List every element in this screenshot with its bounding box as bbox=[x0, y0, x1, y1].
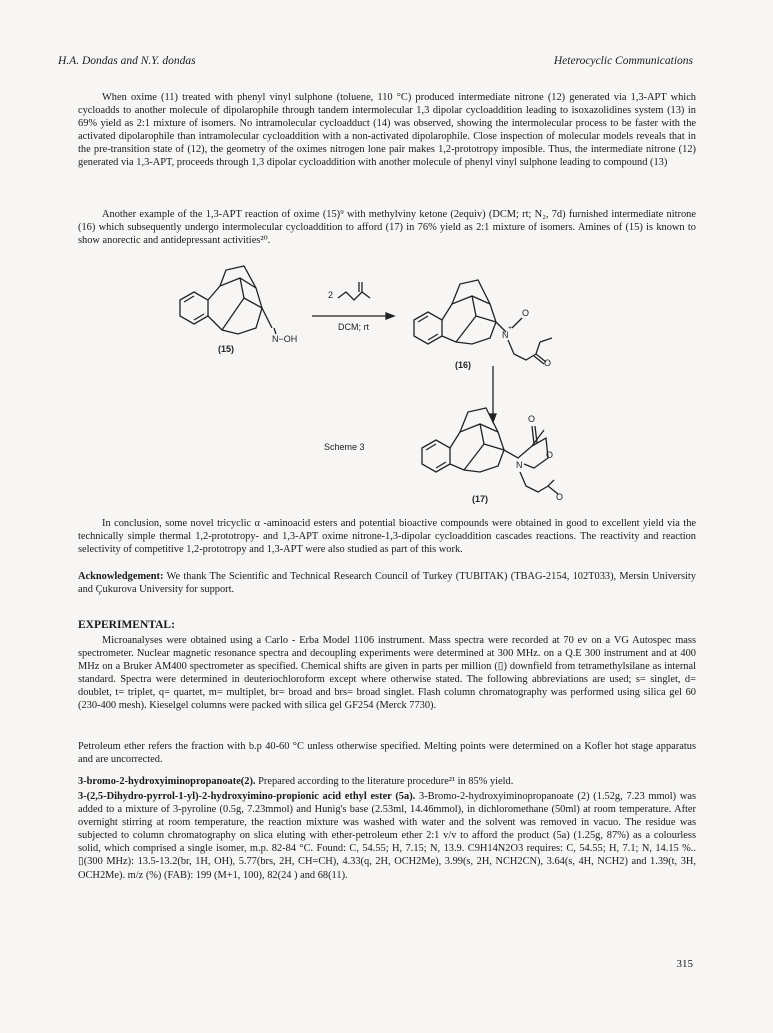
reagent-equiv: 2 bbox=[328, 290, 334, 300]
nitrone-plus: + bbox=[508, 325, 513, 332]
compound-17-structure bbox=[422, 408, 558, 494]
label-16: (16) bbox=[455, 360, 472, 370]
paragraph-acknowledgement bbox=[78, 570, 696, 596]
isoxazolidine-N: N bbox=[516, 460, 523, 470]
compound-15-structure bbox=[180, 266, 276, 334]
paragraph-petroleum-ether: Petroleum ether refers the fraction with b.p 40-60 °C unless otherwise specified. Melting points were determined on a Kofler hot stage apparatus and are uncorrected. bbox=[78, 741, 696, 766]
compound-2-name: 3-bromo-2-hydroxyiminopropanoate(2). bbox=[78, 776, 256, 787]
label-15: (15) bbox=[218, 344, 235, 354]
ketone-O-17b: O bbox=[556, 492, 564, 502]
noh-label: N−OH bbox=[272, 334, 298, 344]
ketone-O-16: O bbox=[544, 358, 552, 368]
nitrone-N: N bbox=[502, 330, 509, 340]
compound-5a-text: 3-Bromo-2-hydroxyiminopropanoate (2) (1.52g, 7.23 mmol) was added to a mixture of 3-pyroline (0.5g, 7.23mmol) and Hunig's base (2.53ml, 14.46mmol), in dichloromethane (50ml) at room temperature. After overnight stirring at room temperature, the reaction mixture was washed with water and the solvent was removed in vacuo. The residue was subjected to column chromatography on slica eluting with ether-petroleum ether 2:1 v/v to afford the product (5a) (1.25g, 87%) as a colourless solid, which comprised a single isomer, m.p. 82-84 °C. Found: C, 54.55; H, 7.15; N, 13.9. C9H14N2O3 requires: C, 54.55; H, 7.1; N, 14.15 %.. ▯(300 MHz): 13.5-13.2(br, 1H, OH), 5.77(brs, 2H, CH=CH), 4.33(q, 2H, OCH2Me), 3.99(s, 2H, NCH2CN), 3.64(s, 4H, NCH2) and 1.39(t, 3H, OCH2Me). m/z (%) (FAB): 199 (M+1, 100), 82(24 ) and 68(11). bbox=[78, 791, 696, 881]
conditions-label: DCM; rt bbox=[338, 322, 369, 332]
experimental-heading: EXPERIMENTAL: bbox=[78, 619, 175, 631]
running-header-journal: Heterocyclic Communications bbox=[553, 55, 693, 67]
compound-2-text: Prepared according to the literature procedure²¹ in 85% yield. bbox=[255, 776, 514, 787]
running-header-authors: H.A. Dondas and N.Y. dondas bbox=[58, 55, 196, 67]
paragraph-conclusion: In conclusion, some novel tricyclic α -aminoacid esters and potential bioactive compounds were obtained in good to excellent yield via the technically simple thermal 1,2-prototropy- and 1,3-APT oxime nitrone-1,3-dipolar cycloaddition cascades reactions. The reactivity and reaction selectivity of competitive 1,2-prototropy and 1,3-APT were also studied as part of this work. bbox=[78, 518, 696, 556]
paragraph-compound-2 bbox=[78, 775, 696, 788]
paragraph-oxime-15: Another example of the 1,3-APT reaction of oxime (15)⁹ with methylviny ketone (2equiv) (DCM; rt; N₂, 7d) furnished intermediate nitrone (16) which subsequently undergo intermolecular cycloaddition to afford (17) in 76% yield as 2:1 mixture of isomers. Amines of (15) is known to show anorectic and antidepressant activities²⁰. bbox=[78, 209, 696, 247]
acknowledgement-label: Acknowledgement: bbox=[78, 571, 164, 582]
paragraph-compound-5a bbox=[78, 790, 696, 882]
isoxazolidine-O: O bbox=[546, 450, 554, 460]
acknowledgement-text: We thank The Scientific and Technical Research Council of Turkey (TUBITAK) (TBAG-2154, 102T033), Mersin University and Çukurova University for support. bbox=[78, 571, 696, 596]
reaction-scheme-3 bbox=[160, 258, 580, 508]
paragraph-oxime-11: When oxime (11) treated with phenyl vinyl sulphone (toluene, 110 °C) produced intermediate nitrone (12) generated via 1,3-APT which cycloadds to another molecule of dipolarophile through tandem intermolecular 1,3 dipolar cycloaddition leading to isoxazolidines system (13) in 69% yield as 2:1 mixture of isomers. No intramolecular cycloadduct (14) was observed, showing the intermolecular process to be faster with the activated dipolarophile than intramolecular cycloaddition with a non-activated dipolarophile. Close inspection of molecular models reveals that in the pre-transition state of (12), the geometry of the oximes nitrogen lone pair makes 1,2-prototropy imposible. Thus, the intermediate nitrone (12) generated via 1,3-APT, proceeds through 1,3 dipolar cycloaddition with another molecule of phenyl vinyl sulphone leading to compound (13) bbox=[78, 92, 696, 169]
page-number: 315 bbox=[676, 958, 693, 970]
compound-16-structure bbox=[414, 280, 552, 364]
paragraph-methods: Microanalyses were obtained using a Carlo - Erba Model 1106 instrument. Mass spectra were recorded at 70 ev on a VG Autospec mass spectrometer. Nuclear magnetic resonance spectra and decoupling experiments were determined at 300 MHz. on a Q.E 300 instrument and at 400 MHz on a Bruker AM400 spectrometer as specified. Chemical shifts are given in parts per million (▯) downfield from tetramethylsilane as internal standard. Spectra were determined in deuteriochloroform except where otherwise stated. The following abbreviations are used; s= singlet, d= doublet, t= triplet, q= quartet, m= multiplet, br= broad and brs= broad singlet. Flash column chromatography was performed using silica gel 60 (230-400 mesh). Kieselgel columns were packed with silica gel GF254 (Merck 7730). bbox=[78, 635, 696, 712]
compound-5a-name: 3-(2,5-Dihydro-pyrrol-1-yl)-2-hydroxyimino-propionic acid ethyl ester (5a). bbox=[78, 791, 416, 802]
nitrone-O: O bbox=[522, 308, 530, 318]
label-17: (17) bbox=[472, 494, 489, 504]
scheme-caption: Scheme 3 bbox=[324, 442, 365, 452]
ketone-O-17: O bbox=[528, 414, 536, 424]
